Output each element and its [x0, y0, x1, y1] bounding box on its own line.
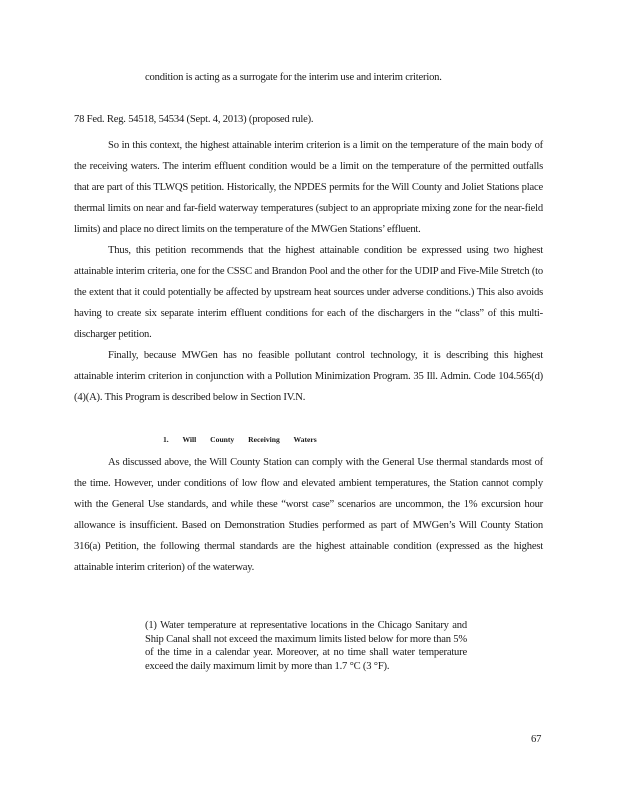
- section-word: Receiving: [248, 435, 280, 444]
- section-word: Will: [182, 435, 197, 444]
- paragraph-pollution-minimization: Finally, because MWGen has no feasible pollutant control technology, it is describing this highest attainable interim criterion in conjunction with a Pollution Minimization Program. 35 Ill. Admin. Code 104.565(d)(4)(A). This Program is described below in Section IV.N.: [74, 350, 543, 403]
- thermal-standard-block: (1) Water temperature at representative locations in the Chicago Sanitary and Ship Canal shall not exceed the maximum limits listed below for more than 5% of the time in a calendar year. Moreover, at no time shall water temperature exceed the daily maximum limit by more than 1.7 °C (3 °F).: [145, 620, 467, 672]
- page-number: 67: [531, 734, 542, 745]
- body-paragraphs: [74, 135, 543, 408]
- section-number: 1.: [163, 435, 169, 444]
- block-quote-continuation: condition is acting as a surrogate for the interim use and interim criterion.: [145, 72, 442, 83]
- section-word: Waters: [293, 435, 317, 444]
- paragraph-will-county: As discussed above, the Will County Station can comply with the General Use thermal standards most of the time. However, under conditions of low flow and elevated ambient temperatures, the Station cannot comply with the General Use standards, and while these “worst case” scenarios are uncommon, the 1% excursion hour allowance is insufficient. Based on Demonstration Studies performed as part of MWGen’s Will County Station 316(a) Petition, the following thermal standards are the highest attainable condition (expressed as the highest attainable interim criterion) of the waterway.: [74, 457, 543, 573]
- section-body: [74, 452, 543, 578]
- section-heading: [163, 435, 329, 444]
- paragraph-recommendation: Thus, this petition recommends that the highest attainable condition be expressed using two highest attainable interim criteria, one for the CSSC and Brandon Pool and the other for the UDIP and Five-Mile Stretch (to the extent that it could potentially be affected by upstream heat sources under adverse conditions.) This also avoids having to create six separate interim effluent conditions for each of the dischargers in the “class” of this multi-discharger petition.: [74, 245, 543, 340]
- section-word: County: [210, 435, 235, 444]
- paragraph-interim-criterion: So in this context, the highest attainable interim criterion is a limit on the temperature of the main body of the receiving waters. The interim effluent condition would be a limit on the temperature of the permitted outfalls that are part of this TLWQS petition. Historically, the NPDES permits for the Will County and Joliet Stations place thermal limits on near and far-field waterway temperatures (subject to an appropriate mixing zone for the near-field limits) and place no direct limits on the temperature of the MWGen Stations’ effluent.: [74, 140, 543, 235]
- federal-register-citation: 78 Fed. Reg. 54518, 54534 (Sept. 4, 2013) (proposed rule).: [74, 114, 314, 125]
